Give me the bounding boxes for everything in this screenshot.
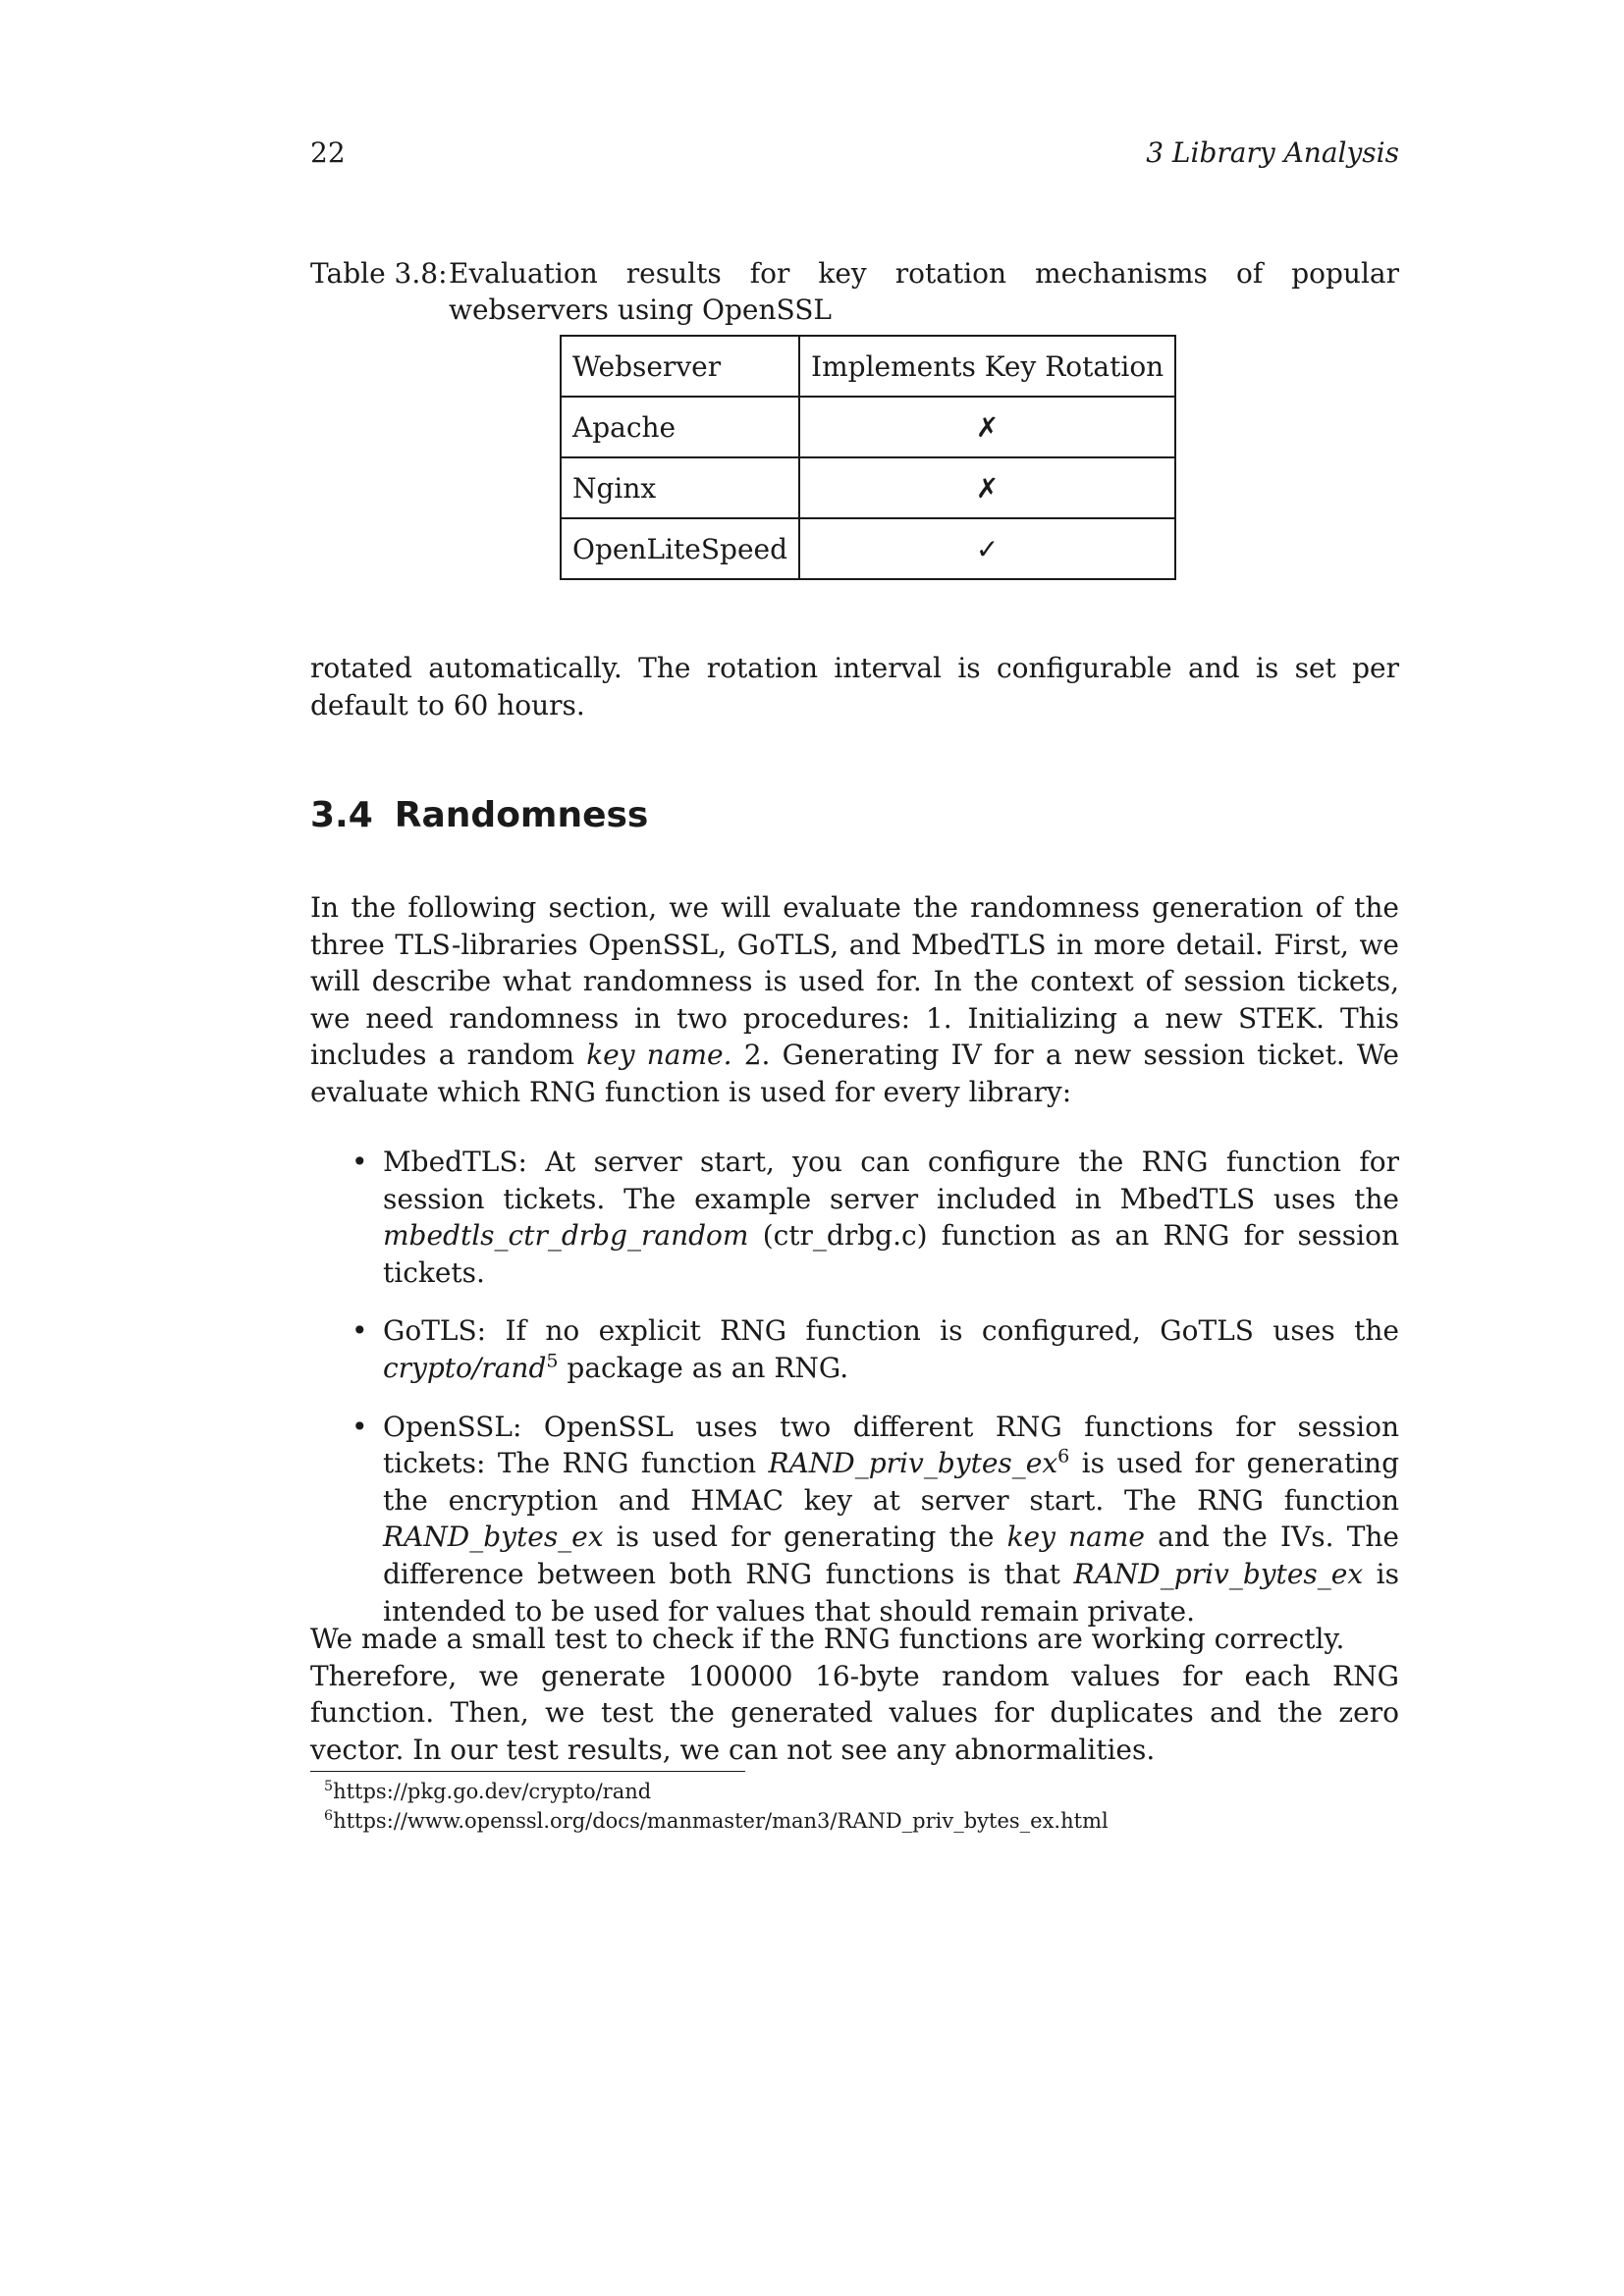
footnote-number: 6 bbox=[324, 1808, 334, 1825]
list-item-openssl bbox=[310, 1409, 1399, 1630]
footnote-rule bbox=[310, 1771, 745, 1772]
text-run: is used for generating the encryption and HMAC key at server start. The RNG function bbox=[383, 1447, 1399, 1517]
cell-webserver: OpenLiteSpeed bbox=[561, 518, 799, 579]
header-webserver: Webserver bbox=[561, 336, 799, 397]
table-header-row bbox=[561, 336, 1175, 397]
cell-webserver: Apache bbox=[561, 397, 799, 457]
check-mark-icon: ✓ bbox=[975, 532, 1000, 565]
text-run: In the following section, we will evaluate the randomness generation of the three TLS-libraries OpenSSL, GoTLS, and MbedTLS in more detail. First, we will describe what randomness is used for. In the context of session tickets, we need randomness in two procedures: 1. Initializing a new STEK. This includes a random bbox=[310, 891, 1399, 1072]
section-heading bbox=[310, 793, 648, 838]
footnote-5 bbox=[324, 1779, 651, 1805]
list-item-mbedtls bbox=[310, 1144, 1399, 1291]
paragraph-test-results bbox=[310, 1621, 1399, 1768]
section-number: 3.4 bbox=[310, 795, 373, 835]
bullet-icon: • bbox=[352, 1146, 368, 1178]
list-item-gotls bbox=[310, 1312, 1399, 1386]
table-caption-label: Table 3.8: bbox=[310, 257, 448, 290]
footnote-6 bbox=[324, 1808, 1109, 1835]
text-run: is used for generating the bbox=[603, 1521, 1007, 1554]
text-run: GoTLS: If no explicit RNG function is configured, GoTLS uses the bbox=[383, 1314, 1399, 1348]
table-caption bbox=[310, 255, 1399, 328]
text-run: is intended to be used for values that should remain private. bbox=[383, 1557, 1399, 1628]
emphasis: RAND_bytes_ex bbox=[383, 1521, 604, 1554]
chapter-title: 3 Library Analysis bbox=[1146, 136, 1399, 169]
table-row bbox=[561, 397, 1175, 457]
bullet-icon: • bbox=[352, 1410, 368, 1443]
text-run: and the IVs. The difference between both RNG functions is that bbox=[383, 1521, 1399, 1590]
table-row bbox=[561, 457, 1175, 518]
cell-webserver: Nginx bbox=[561, 457, 799, 518]
header-key-rotation: Implements Key Rotation bbox=[799, 336, 1175, 397]
paragraph-rotation: rotated automatically. The rotation interval is configurable and is set per default to 60 hours. bbox=[310, 652, 1399, 721]
section-title: Randomness bbox=[394, 795, 649, 835]
bullet-icon: • bbox=[352, 1314, 368, 1348]
footnote-link[interactable]: https://www.openssl.org/docs/manmaster/man3/RAND_priv_bytes_ex.html bbox=[333, 1809, 1109, 1833]
page-number: 22 bbox=[310, 136, 346, 169]
emphasis: key name bbox=[1006, 1521, 1145, 1554]
footnote-number: 5 bbox=[324, 1779, 334, 1795]
emphasis: key name. bbox=[586, 1039, 732, 1072]
text-run: Therefore, we generate 100000 16-byte random values for each RNG function. Then, we test the generated values for duplicates and the zero vector. In our test results, we can not see any abnormalities. bbox=[310, 1659, 1399, 1766]
text-line: We made a small test to check if the RNG functions are working correctly. bbox=[310, 1623, 1345, 1655]
table-caption-text: Evaluation results for key rotation mechanisms of popular webservers using OpenSSL bbox=[449, 257, 1399, 326]
cross-mark-icon: ✗ bbox=[975, 471, 1000, 505]
footnote-ref[interactable]: 5 bbox=[546, 1350, 559, 1372]
emphasis: mbedtls_ctr_drbg_random bbox=[383, 1219, 749, 1253]
text-run: 2. Generating IV for a new session ticket. We evaluate which RNG function is used for every library: bbox=[310, 1039, 1399, 1108]
paragraph-randomness-intro bbox=[310, 889, 1399, 1111]
emphasis: RAND_priv_bytes_ex bbox=[1073, 1557, 1364, 1590]
table-row bbox=[561, 518, 1175, 579]
text-run: package as an RNG. bbox=[558, 1351, 849, 1384]
cross-mark-icon: ✗ bbox=[975, 410, 1000, 444]
rng-bullet-list bbox=[310, 1144, 1399, 1629]
footnote-ref[interactable]: 6 bbox=[1057, 1445, 1070, 1468]
emphasis: crypto/rand bbox=[383, 1351, 547, 1384]
footnote-link[interactable]: https://pkg.go.dev/crypto/rand bbox=[333, 1780, 652, 1803]
key-rotation-table bbox=[560, 335, 1176, 580]
text-run: (ctr_drbg.c) function as an RNG for session tickets. bbox=[383, 1219, 1399, 1289]
text-run: MbedTLS: At server start, you can configure the RNG function for session tickets. The example server included in MbedTLS uses the bbox=[383, 1146, 1399, 1215]
emphasis: RAND_priv_bytes_ex bbox=[768, 1447, 1058, 1480]
text-run: OpenSSL: OpenSSL uses two different RNG functions for session tickets: The RNG function bbox=[383, 1410, 1399, 1480]
